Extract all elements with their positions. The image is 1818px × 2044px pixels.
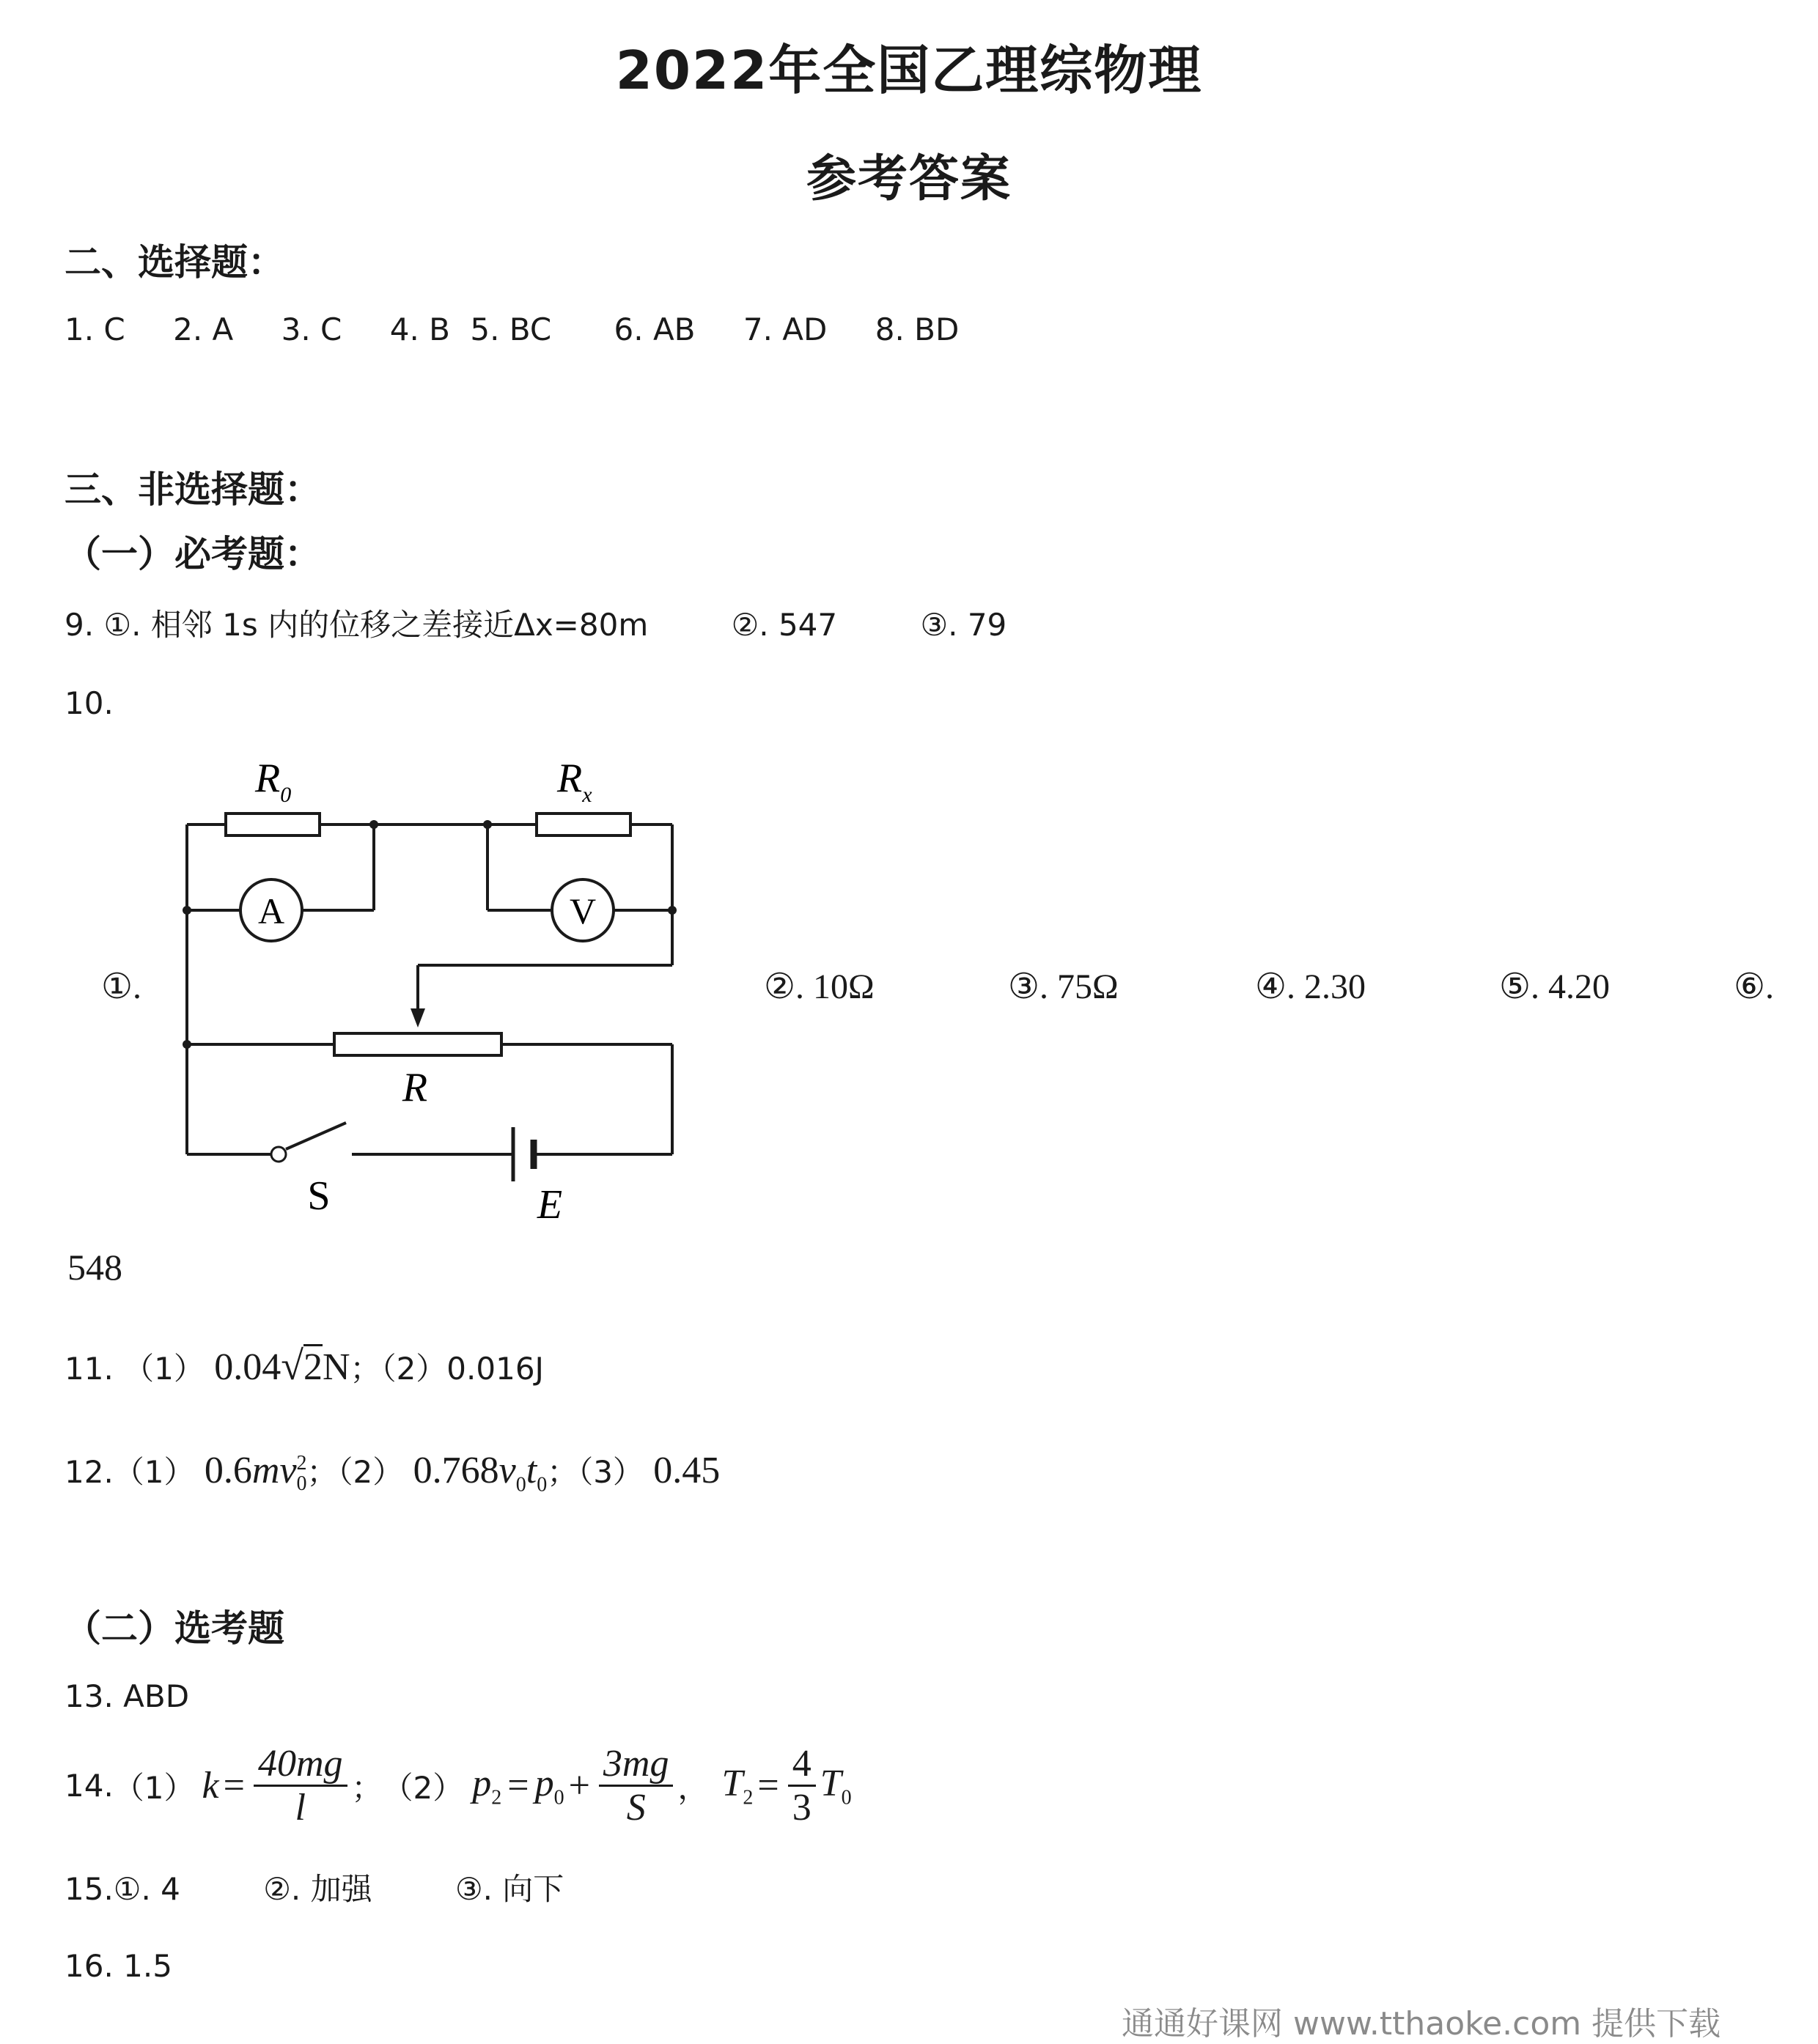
section-choice-heading: 二、选择题： — [65, 241, 284, 284]
q12-value-3: 0.45 — [653, 1450, 721, 1491]
choice-answer: 3. C — [281, 311, 342, 347]
q10-answer-4: ④. 2.30 — [1255, 967, 1366, 1006]
q10-continuation: 548 — [67, 1247, 122, 1288]
battery-label: E — [537, 1182, 563, 1228]
q12-value-2: $0.768v_0t_0$ — [413, 1450, 548, 1497]
q14-equals: = — [507, 1765, 529, 1807]
subsection-optional-heading: （二）选考题 — [65, 1607, 284, 1650]
section-nonchoice-heading: 三、非选择题： — [65, 468, 321, 511]
q9-answer-3: ③. 79 — [920, 607, 1007, 643]
q14-part-1: （1） — [113, 1769, 195, 1806]
q12-separator: ； — [547, 1454, 578, 1490]
rheostat — [334, 1033, 501, 1055]
q10-answer-1-label: ①. — [101, 967, 142, 1006]
q14-comma: ， — [677, 1769, 709, 1806]
q9-answer-2: ②. 547 — [731, 607, 838, 643]
q12-label: 12. — [65, 1454, 114, 1490]
q10-answer-3: ③. 75Ω — [1008, 967, 1119, 1006]
choice-answer: 4. B — [389, 311, 450, 347]
label-r0: $R_0$ — [255, 756, 292, 807]
q15-answer-3: ③. 向下 — [454, 1871, 564, 1907]
q11-value-2: 0.016J — [446, 1351, 544, 1387]
q14-separator: ； — [351, 1769, 383, 1806]
q9-answer-1: ①. 相邻 1s 内的位移之差接近Δx=80m — [103, 607, 649, 643]
switch-lever — [286, 1123, 346, 1149]
q13-answer: 13. ABD — [65, 1678, 190, 1714]
choice-answer: 1. C — [65, 311, 125, 347]
junction-dot — [183, 1040, 191, 1049]
q14-part-2: （2） — [382, 1769, 464, 1806]
q14-fraction-3: $\frac{4}{3}$ — [788, 1743, 816, 1829]
q14-plus: + — [568, 1765, 590, 1807]
q14-t0: $T_0$ — [820, 1762, 852, 1809]
q11-part-2: （2） — [380, 1351, 447, 1387]
q12-row — [65, 1448, 720, 1497]
document-title: 2022年全国乙理综物理 — [615, 40, 1203, 101]
q14-t2: $T_2$ — [721, 1762, 754, 1809]
footer-watermark: 通通好课网 www.tthaoke.com 提供下载 — [1122, 2005, 1721, 2043]
rheostat-label: R — [402, 1065, 428, 1110]
subsection-required-heading: （一）必考题： — [65, 533, 321, 575]
choice-answers-row — [65, 311, 959, 347]
label-rx: $R_x$ — [557, 756, 592, 807]
q11-separator: ； — [350, 1351, 381, 1387]
q9-label: 9. — [65, 607, 95, 643]
q12-separator: ； — [306, 1454, 338, 1490]
junction-dot — [369, 820, 378, 829]
q11-value-1: 0.04√2N — [214, 1343, 350, 1389]
junction-dot — [183, 906, 191, 915]
q14-k-symbol: k — [202, 1765, 219, 1807]
q14-fraction-1: $\frac{40mg}{l}$ — [254, 1743, 347, 1829]
q15-answer-1: ①. 4 — [113, 1871, 180, 1907]
q14-p2: $p_2$ — [472, 1762, 502, 1809]
document-subtitle: 参考答案 — [806, 150, 1012, 208]
q15-row — [65, 1865, 564, 1909]
junction-dot — [668, 906, 677, 915]
choice-answer: 2. A — [173, 311, 234, 347]
q9-row — [65, 601, 1006, 645]
resistor-rx — [537, 813, 630, 835]
q14-label: 14. — [65, 1768, 114, 1804]
q14-fraction-2: $\frac{3mg}{S}$ — [599, 1743, 674, 1829]
q14-p0: $p_0$ — [534, 1762, 564, 1809]
q14-equals: = — [223, 1765, 245, 1807]
junction-dot — [483, 820, 492, 829]
q15-answer-2: ②. 加强 — [263, 1871, 372, 1907]
q11-label: 11. — [65, 1351, 114, 1387]
slider-arrow-icon — [411, 1008, 425, 1027]
voltmeter-label: V — [569, 890, 597, 931]
q10-answer-6: ⑥. — [1734, 967, 1775, 1006]
choice-answer: 8. BD — [875, 311, 960, 347]
switch-label: S — [307, 1173, 331, 1219]
choice-answer: 5. BC — [470, 311, 552, 347]
choice-answer: 6. AB — [614, 311, 696, 347]
q11-part-1: （1） — [123, 1351, 205, 1387]
q12-part-3: （3） — [578, 1454, 644, 1490]
ammeter-label: A — [257, 890, 285, 931]
q15-label: 15. — [65, 1871, 114, 1907]
q14-equals: = — [757, 1765, 779, 1807]
q12-part-1: （1） — [113, 1454, 195, 1490]
choice-answer: 7. AD — [743, 311, 828, 347]
q12-value-1: 0.6mv 2 0 — [204, 1450, 307, 1496]
q16-answer: 16. 1.5 — [65, 1948, 172, 1984]
q11-row — [65, 1343, 544, 1390]
switch-pivot — [271, 1147, 286, 1162]
q10-label: 10. — [65, 685, 114, 721]
q10-answer-2: ②. 10Ω — [764, 967, 875, 1006]
q14-row — [65, 1743, 852, 1829]
q10-answer-5: ⑤. 4.20 — [1499, 967, 1611, 1006]
q12-part-2: （2） — [337, 1454, 404, 1490]
circuit-diagram — [176, 740, 689, 1239]
resistor-r0 — [226, 813, 320, 835]
